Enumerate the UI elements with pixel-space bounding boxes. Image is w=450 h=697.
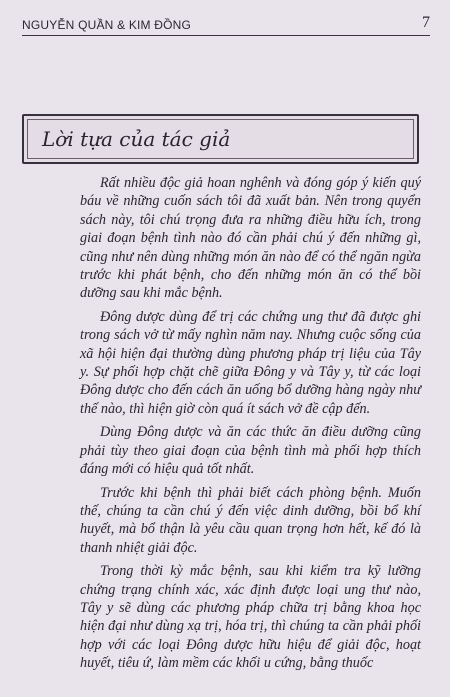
running-head: NGUYỄN QUẦN & KIM ĐỒNG	[22, 18, 192, 32]
title-frame	[22, 114, 419, 164]
paragraph: Trong thời kỳ mắc bệnh, sau khi kiểm tra kỹ lưỡng chứng trạng chính xác, xác định được loại ung thư nào, Tây y sẽ dùng các phương pháp chữa trị bằng khoa học hiện đại như dùng xạ trị, hóa trị, thì chúng ta cần phải phối hợp với các loại Đông dược hữu hiệu để giải độc, hoạt huyết, tiêu ứ, làm mềm các khối u cứng, bằng thuốc	[80, 563, 421, 672]
paragraph: Trước khi bệnh thì phải biết cách phòng bệnh. Muốn thế, chúng ta cần chú ý đến việc dinh dưỡng, bồi bổ khí huyết, mà bổ thận là yêu cầu quan trọng hơn hết, kế đó là thanh nhiệt giải độc.	[80, 484, 421, 556]
paragraph: Đông dược dùng để trị các chứng ung thư đã được ghi trong sách vở từ mấy nghìn năm nay. Nhưng cuộc sống của xã hội hiện đại thường dùng phương pháp trị liệu của Tây y. Sự phối hợp chặt chẽ giữa Đông y và Tây y, từ các loại Đông dược cho đến cách ăn uống bổ dưỡng hàng ngày như thế nào, thì hiện giờ còn quá ít sách vở đề cập đến.	[80, 308, 421, 417]
page-header	[22, 10, 430, 36]
paragraph: Rất nhiều độc giả hoan nghênh và đóng góp ý kiến quý báu về những cuốn sách tôi đã xuất bản. Nên trong quyển sách này, tôi chú trọng đưa ra những điều hữu ích, trong giai đoạn bệnh tình nào đó cần phải chú ý đến những gì, cũng như nên dùng những món ăn nào để có thể ngăn ngừa trước khi phát bệnh, cho đến những món ăn có thể bồi dưỡng sau khi mắc bệnh.	[80, 175, 421, 302]
paragraph: Dùng Đông dược và ăn các thức ăn điều dưỡng cũng phải tùy theo giai đoạn của bệnh tình mà phối hợp thích đáng mới có hiệu quả tốt nhất.	[80, 424, 421, 478]
body-text	[80, 174, 421, 678]
page-number: 7	[422, 14, 430, 31]
chapter-title: Lời tựa của tác giả	[42, 127, 231, 151]
